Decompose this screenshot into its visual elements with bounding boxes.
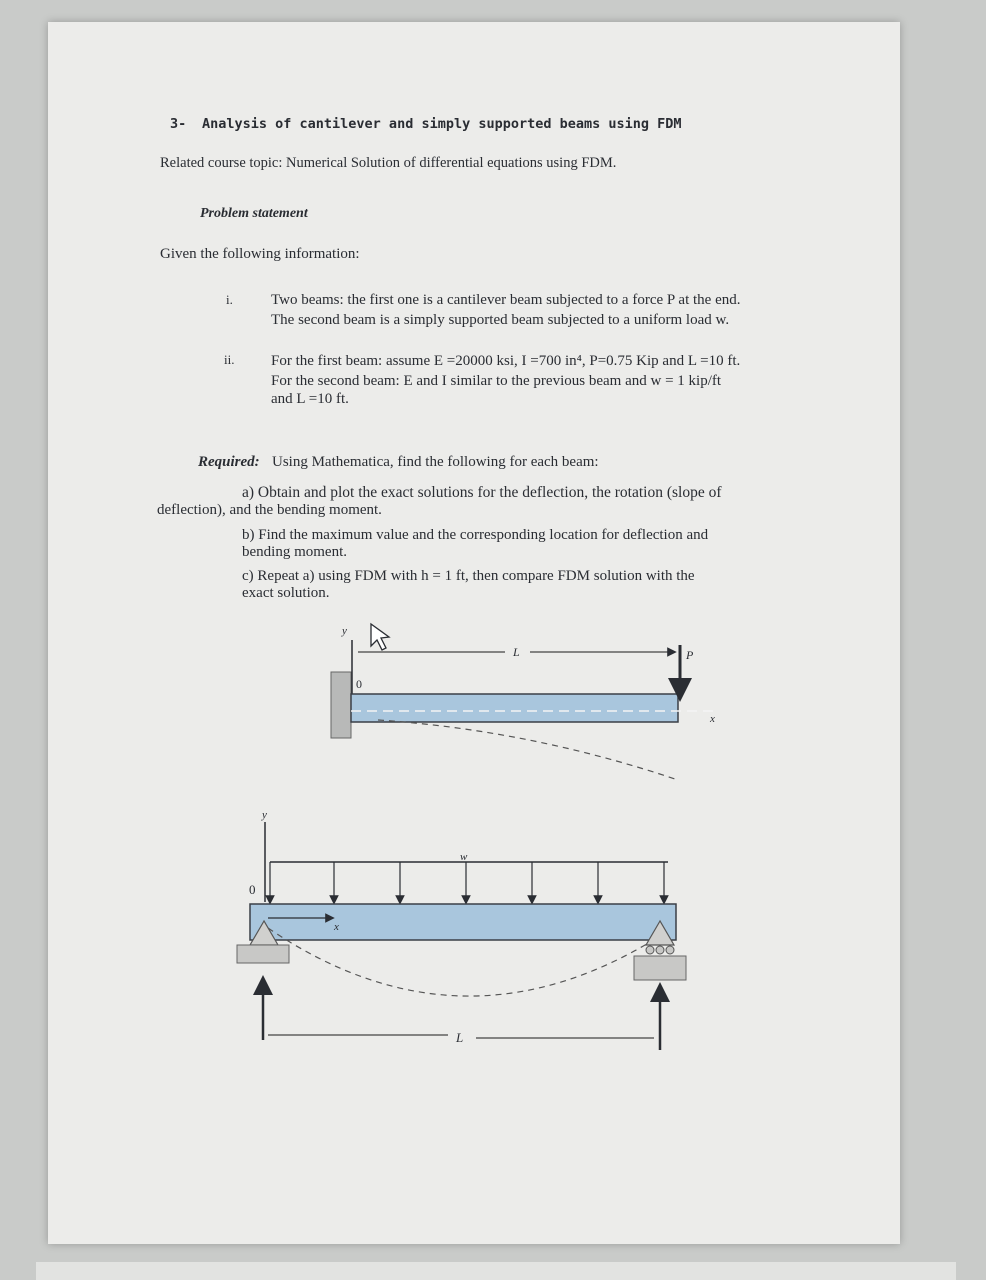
required-label: Required: xyxy=(198,454,260,470)
item-line: Two beams: the first one is a cantilever beam subjected to a force P at the end. xyxy=(271,292,741,308)
mouse-cursor-icon xyxy=(371,624,389,650)
roller-wheel xyxy=(646,946,654,954)
item-marker: ii. xyxy=(224,352,235,367)
cantilever-beam xyxy=(351,694,678,722)
section-title: Analysis of cantilever and simply supported beams using FDM xyxy=(202,116,682,132)
required-intro: Using Mathematica, find the following for each beam: xyxy=(272,454,599,470)
item-marker: i. xyxy=(226,292,233,307)
load-label: w xyxy=(460,851,468,863)
required-b-line: bending moment. xyxy=(242,544,347,560)
roller-support-base xyxy=(634,956,686,980)
cantilever-figure xyxy=(331,624,715,780)
given-intro: Given the following information: xyxy=(160,246,360,262)
pin-support-base xyxy=(237,945,289,963)
item-line: For the second beam: E and I similar to the previous beam and w = 1 kip/ft xyxy=(271,373,722,389)
related-topic: Related course topic: Numerical Solution of differential equations using FDM. xyxy=(160,155,617,171)
item-line: The second beam is a simply supported beam subjected to a uniform load w. xyxy=(271,312,730,328)
required-c-line: c) Repeat a) using FDM with h = 1 ft, then compare FDM solution with the xyxy=(242,568,695,584)
item-line: For the first beam: assume E =20000 ksi, I =700 in⁴, P=0.75 Kip and L =10 ft. xyxy=(271,353,741,369)
required-a-line: deflection), and the bending moment. xyxy=(157,502,382,518)
origin-label: 0 xyxy=(249,882,256,897)
roller-wheel xyxy=(656,946,664,954)
length-label: L xyxy=(513,645,520,659)
y-axis-label: y xyxy=(342,625,347,637)
simply-supported-beam xyxy=(250,904,676,940)
x-axis-label: x xyxy=(710,713,715,725)
required-b-line: b) Find the maximum value and the corresponding location for deflection and xyxy=(242,527,709,543)
x-axis-label: x xyxy=(334,921,339,933)
problem-statement-label: Problem statement xyxy=(200,206,308,221)
length-label: L xyxy=(456,1030,464,1045)
roller-wheel xyxy=(666,946,674,954)
deflected-shape xyxy=(378,720,678,780)
y-axis-label: y xyxy=(262,809,267,821)
load-label: P xyxy=(686,648,694,662)
item-line: and L =10 ft. xyxy=(271,391,349,407)
simply-supported-figure xyxy=(237,809,686,1050)
origin-label: 0 xyxy=(356,677,362,691)
required-c-line: exact solution. xyxy=(242,585,330,601)
required-a-line: a) Obtain and plot the exact solutions for the deflection, the rotation (slope of xyxy=(242,484,722,501)
fixed-wall xyxy=(331,672,351,738)
section-number: 3- xyxy=(170,116,187,132)
